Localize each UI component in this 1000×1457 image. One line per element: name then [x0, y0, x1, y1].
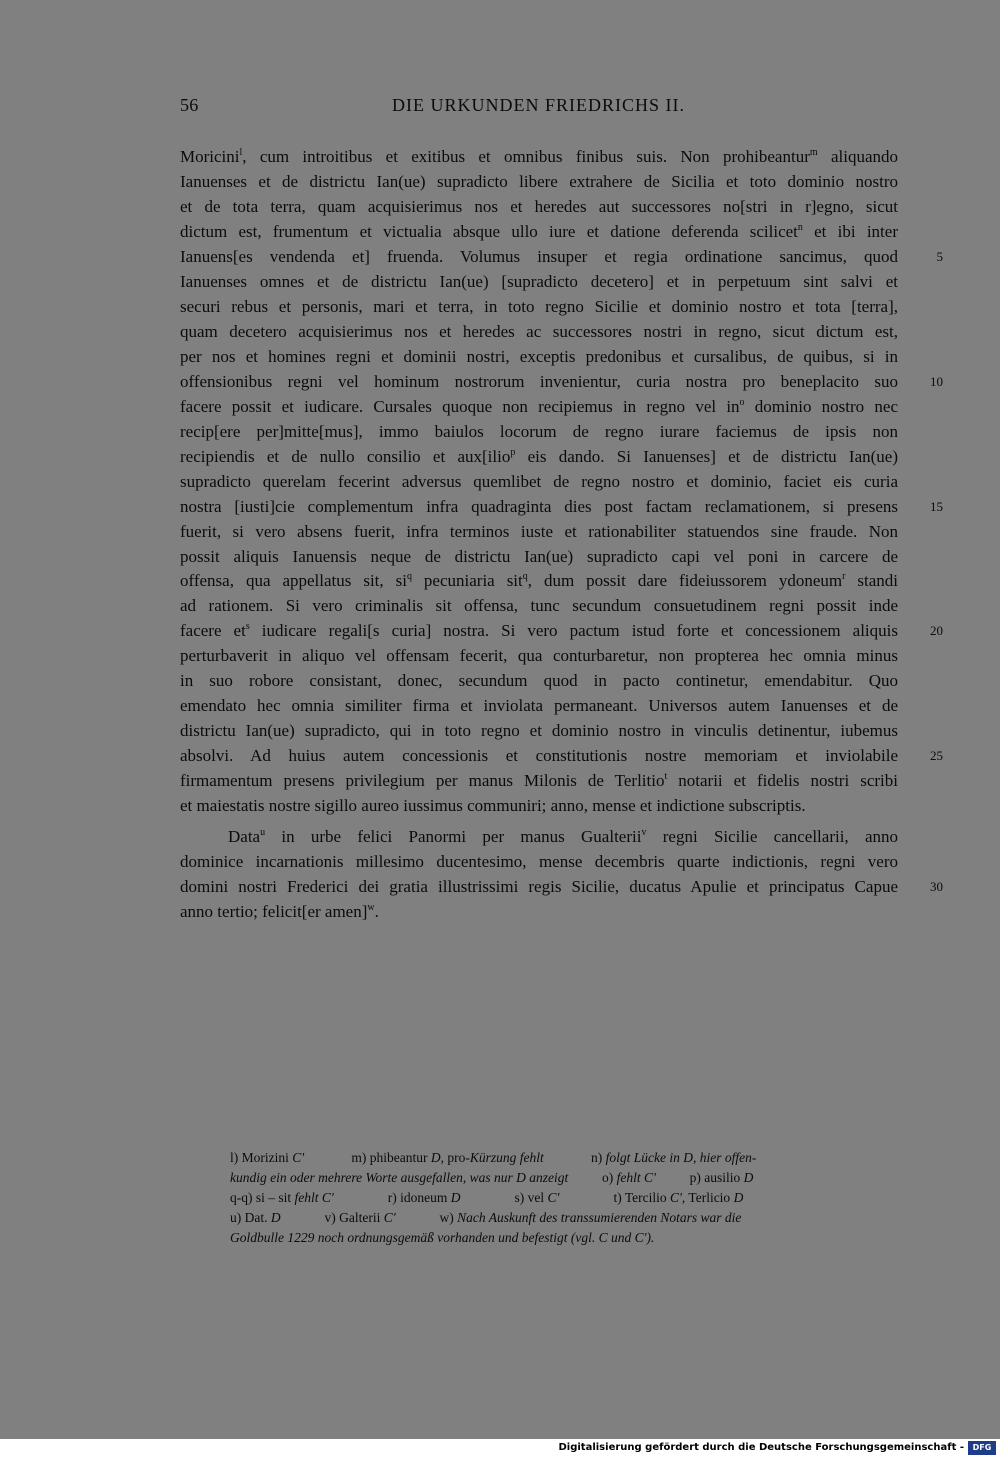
italic-text: folgt Lücke in D, hier offen-: [605, 1150, 757, 1165]
text-run: n): [543, 1150, 606, 1165]
text-run: anno tertio; felicit[er amen]: [180, 902, 368, 922]
text-run: o): [568, 1170, 617, 1185]
line-number: 10: [930, 373, 943, 389]
text-line: [180, 769, 898, 793]
text-line: [180, 295, 898, 319]
text-run: per nos et homines regni et dominii nostri, exceptis predonibus et cursalibus, de quibus, si in: [180, 346, 898, 366]
text-run: nostra [iusti]cie complementum infra quadraginta dies post factam reclamationem, si presens: [180, 496, 898, 516]
text-run: u) Dat.: [230, 1210, 271, 1225]
page-number: 56: [180, 95, 199, 115]
text-run: recip[ere per]mitte[mus], immo baiulos locorum de regno iurare faciemus de ipsis non: [180, 421, 898, 441]
text-line: [180, 669, 898, 693]
text-line: [180, 345, 898, 369]
text-run: notarii et fidelis nostri scribi: [667, 771, 898, 791]
text-run: et maiestatis nostre sigillo aureo iussimus communiri; anno, mense et indictione subscriptis.: [180, 796, 806, 816]
italic-text: C': [292, 1150, 305, 1165]
text-line: [180, 220, 898, 244]
text-run: quam decetero acquisierimus nos et heredes ac successores nostri in regno, sicut dictum est,: [180, 321, 898, 341]
text-run: dominio nostro nec: [744, 396, 898, 416]
text-run: in urbe felici Panormi per manus Gualterii: [265, 827, 642, 847]
italic-text: C': [547, 1190, 560, 1205]
text-run: offensa, qua appellatus sit, si: [180, 571, 407, 591]
text-line: [180, 370, 898, 394]
line-number: 15: [930, 498, 943, 514]
running-head: DIE URKUNDEN FRIEDRICHS II.: [392, 95, 685, 115]
line-number: 5: [936, 248, 943, 264]
text-run: ad rationem. Si vero criminalis sit offensa, tunc secundum consuetudinem regni possit inde: [180, 596, 898, 616]
text-run: Ianuenses et de districtu Ian(ue) supradicto libere extrahere de Sicilia et toto dominio nostro: [180, 171, 898, 191]
text-run: offensionibus regni vel hominum nostrorum invenientur, curia nostra pro beneplacito suo: [180, 371, 898, 391]
text-run: iudicare regali[s curia] nostra. Si vero pactum istud forte et concessionem aliquis: [249, 621, 898, 641]
text-line: [180, 794, 898, 818]
text-run: perturbaverit in aliquo vel offensam fecerit, qua conturbaretur, non propterea hec omnia minus: [180, 646, 898, 666]
text-run: securi rebus et personis, mari et terra, in toto regno Sicilie et dominio nostro et tota [terra],: [180, 296, 898, 316]
text-run: r) idoneum: [333, 1190, 451, 1205]
italic-text: D: [450, 1190, 461, 1205]
text-run: m) phibeantur: [304, 1150, 431, 1165]
text-line: [180, 545, 898, 569]
footnote-line: [230, 1148, 756, 1168]
italic-text: kundig ein oder mehrere Worte ausgefallen, was nur D anzeigt: [230, 1170, 569, 1185]
footnote-marker: t: [664, 771, 668, 783]
text-line: [180, 445, 898, 469]
text-run: , dum possit dare fideiussorem ydoneum: [527, 571, 843, 591]
text-run: standi: [845, 571, 899, 591]
text-line: [228, 825, 898, 849]
text-line: [180, 495, 898, 519]
line-number: 25: [930, 748, 943, 764]
footnote-marker: v: [641, 827, 647, 839]
text-run: facere possit et iudicare. Cursales quoque non recipiemus in regno vel in: [180, 396, 740, 416]
footnote-line: [230, 1208, 741, 1228]
footnote-line: [230, 1228, 654, 1248]
text-run: Terlicio: [685, 1190, 734, 1205]
text-run: Moricini: [180, 147, 240, 166]
text-run: pecuniaria sit: [411, 571, 523, 591]
footnote-marker: u: [260, 827, 266, 839]
text-line: [180, 619, 898, 643]
footnote-line: [230, 1188, 743, 1208]
text-line: [180, 719, 898, 743]
text-line: [180, 744, 898, 768]
text-run: emendato hec omnia similiter firma et inviolata permaneant. Universos autem Ianuenses et de: [180, 696, 898, 716]
text-run: dictum est, frumentum et victualia absque ullo iure et datione deferenda scilicet: [180, 221, 798, 241]
text-run: s) vel: [460, 1190, 548, 1205]
text-line: [180, 195, 898, 219]
text-run: in suo robore consistant, donec, secundum quod in pacto continetur, emendabitur. Quo: [180, 671, 898, 691]
footnote-marker: w: [367, 902, 375, 914]
italic-text: fehlt C': [294, 1190, 334, 1205]
text-run: supradicto querelam fecerint adversus quemlibet de regno nostro et dominio, faciet eis curia: [180, 471, 898, 491]
footnote-marker: o: [739, 396, 745, 408]
text-run: t) Tercilio: [559, 1190, 670, 1205]
text-run: , cum introitibus et exitibus et omnibus finibus suis. Non prohibeantur: [242, 147, 810, 166]
footnote-line: [230, 1168, 753, 1188]
text-line: [180, 470, 898, 494]
text-line: [180, 900, 898, 924]
italic-text: C': [383, 1210, 396, 1225]
footnote-marker: q: [406, 571, 412, 583]
text-line: [180, 850, 898, 874]
text-line: [180, 245, 898, 269]
footer-credit: Digitalisierung gefördert durch die Deutsche Forschungsgemeinschaft -: [558, 1442, 964, 1453]
text-run: districtu Ian(ue) supradicto, qui in toto regno et dominio nostro in vinculis detinentur, iubemus: [180, 721, 898, 741]
text-line: [180, 170, 898, 194]
text-run: absolvi. Ad huius autem concessionis et constitutionis nostre memoriam et inviolabile: [180, 746, 898, 766]
text-run: facere et: [180, 621, 246, 641]
italic-text: D: [733, 1190, 744, 1205]
text-run: v) Galterii: [280, 1210, 384, 1225]
text-run: possit aliquis Ianuensis neque de districtu Ian(ue) supradicto capi vel poni in carcere de: [180, 546, 898, 566]
text-run: Data: [228, 827, 261, 847]
footnote-marker: l: [239, 147, 243, 158]
text-line: [180, 875, 898, 899]
footnote-marker: s: [245, 621, 250, 633]
text-run: q-q) si – sit: [230, 1190, 295, 1205]
text-run: w): [395, 1210, 458, 1225]
line-number: 20: [930, 623, 943, 639]
text-run: et de tota terra, quam acquisierimus nos et heredes aut successores no[stri in r]egno, sicut: [180, 196, 898, 216]
footnote-marker: p: [510, 446, 516, 458]
text-run: .: [374, 902, 379, 922]
footnote-marker: r: [842, 571, 846, 583]
text-run: et ibi inter: [802, 221, 898, 241]
text-line: [180, 569, 898, 593]
text-line: [180, 644, 898, 668]
italic-text: D: [743, 1170, 754, 1185]
text-line: [180, 594, 898, 618]
italic-text: D,: [430, 1150, 445, 1165]
italic-text: fehlt C': [616, 1170, 656, 1185]
text-run: domini nostri Frederici dei gratia illustrissimi regis Sicilie, ducatus Apulie et principatus Capue: [180, 877, 898, 897]
text-run: aliquando: [817, 147, 898, 166]
text-run: dominice incarnationis millesimo ducentesimo, mense decembris quarte indictionis, regni vero: [180, 852, 898, 872]
footnote-marker: q: [522, 571, 528, 583]
text-line: [180, 395, 898, 419]
text-line: [180, 145, 898, 169]
text-run: l) Morizini: [230, 1150, 293, 1165]
text-line: [180, 320, 898, 344]
dfg-logo: DFG: [968, 1441, 996, 1455]
italic-text: Goldbulle 1229 noch ordnungsgemäß vorhanden und befestigt (vgl. C und C').: [230, 1230, 655, 1245]
text-run: Ianuenses omnes et de districtu Ian(ue) [supradicto decetero] et in perpetuum sint salvi et: [180, 271, 898, 291]
italic-text: Nach Auskunft des transsumierenden Notars war die: [457, 1210, 742, 1225]
italic-text: D: [270, 1210, 281, 1225]
text-run: firmamentum presens privilegium per manus Milonis de Terlitio: [180, 771, 665, 791]
text-run: fuerit, si vero absens fuerit, infra terminos iuste et rationabiliter statuendos sine fraude. Non: [180, 521, 898, 541]
italic-text: C',: [669, 1190, 686, 1205]
text-run: recipiendis et de nullo consilio et aux[ilio: [180, 446, 511, 466]
text-run: Ianuens[es vendenda et] fruenda. Volumus insuper et regia ordinatione sancimus, quod: [180, 246, 898, 266]
text-line: [180, 520, 898, 544]
footnote-marker: m: [809, 147, 818, 158]
text-line: [180, 420, 898, 444]
text-run: pro-: [444, 1150, 470, 1165]
text-line: [180, 694, 898, 718]
text-run: p) ausilio: [655, 1170, 744, 1185]
text-run: eis dando. Si Ianuenses] et de districtu Ian(ue): [515, 446, 898, 466]
italic-text: Kürzung fehlt: [469, 1150, 544, 1165]
text-run: regni Sicilie cancellarii, anno: [646, 827, 898, 847]
line-number: 30: [930, 879, 943, 895]
footnote-marker: n: [797, 221, 803, 233]
text-line: [180, 270, 898, 294]
